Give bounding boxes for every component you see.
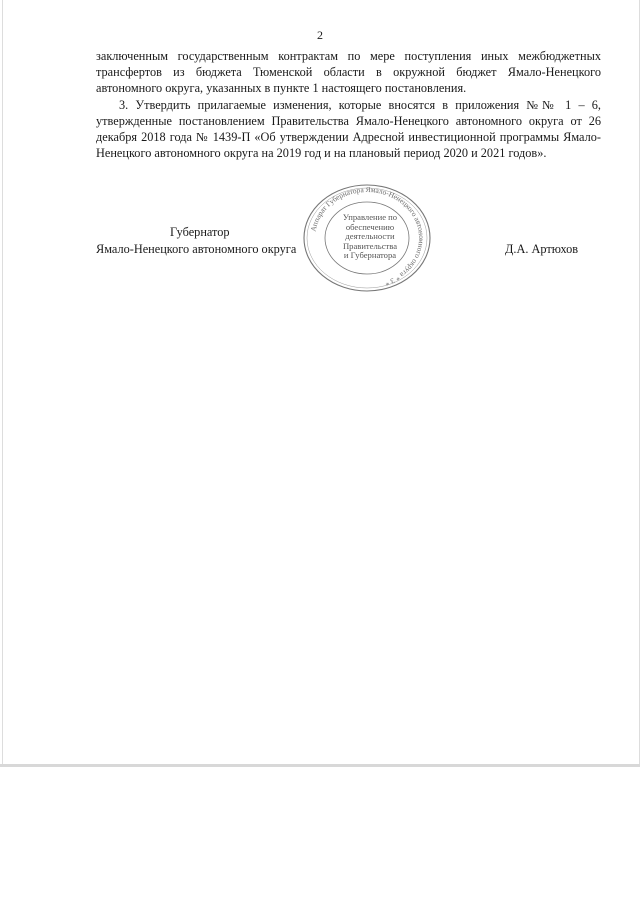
seal-line: Управление по — [342, 212, 398, 222]
seal-line: обеспечению — [345, 221, 395, 232]
document-body — [96, 48, 601, 161]
seal-line: деятельности — [345, 231, 395, 242]
page-number: 2 — [317, 28, 323, 42]
scan-page-edge — [0, 764, 640, 767]
signatory-organization: Ямало-Ненецкого автономного округа — [96, 242, 297, 256]
seal-line: Правительства — [342, 240, 398, 251]
signatory-title: Губернатор — [170, 225, 230, 239]
signatory-name: Д.А. Артюхов — [505, 242, 579, 256]
paragraph-continuation: заключенным государственным контрактам по мере поступления иных межбюджетных трансфертов из бюджета Тюменской области в окружной бюджет Ямало-Ненецкого автономного округа, указанных в пункте 1 настоящего постановления. — [96, 49, 601, 96]
paragraph-item-3: 3. Утвердить прилагаемые изменения, которые вносятся в приложения №№ 1 – 6, утвержденные постановлением Правительства Ямало-Ненецкого автономного округа от 26 декабря 2018 года № 1439-П «Об утверждении Адресной инвестиционной программы Ямало-Ненецкого автономного округа на 2019 год и на плановый период 2020 и 2021 годов». — [96, 97, 601, 161]
seal-line: и Губернатора — [343, 250, 397, 261]
seal-center-text — [334, 213, 406, 261]
seal-ring-text: Аппарат Губернатора Ямало-Ненецкого автономного округа * 3 * — [308, 184, 427, 288]
